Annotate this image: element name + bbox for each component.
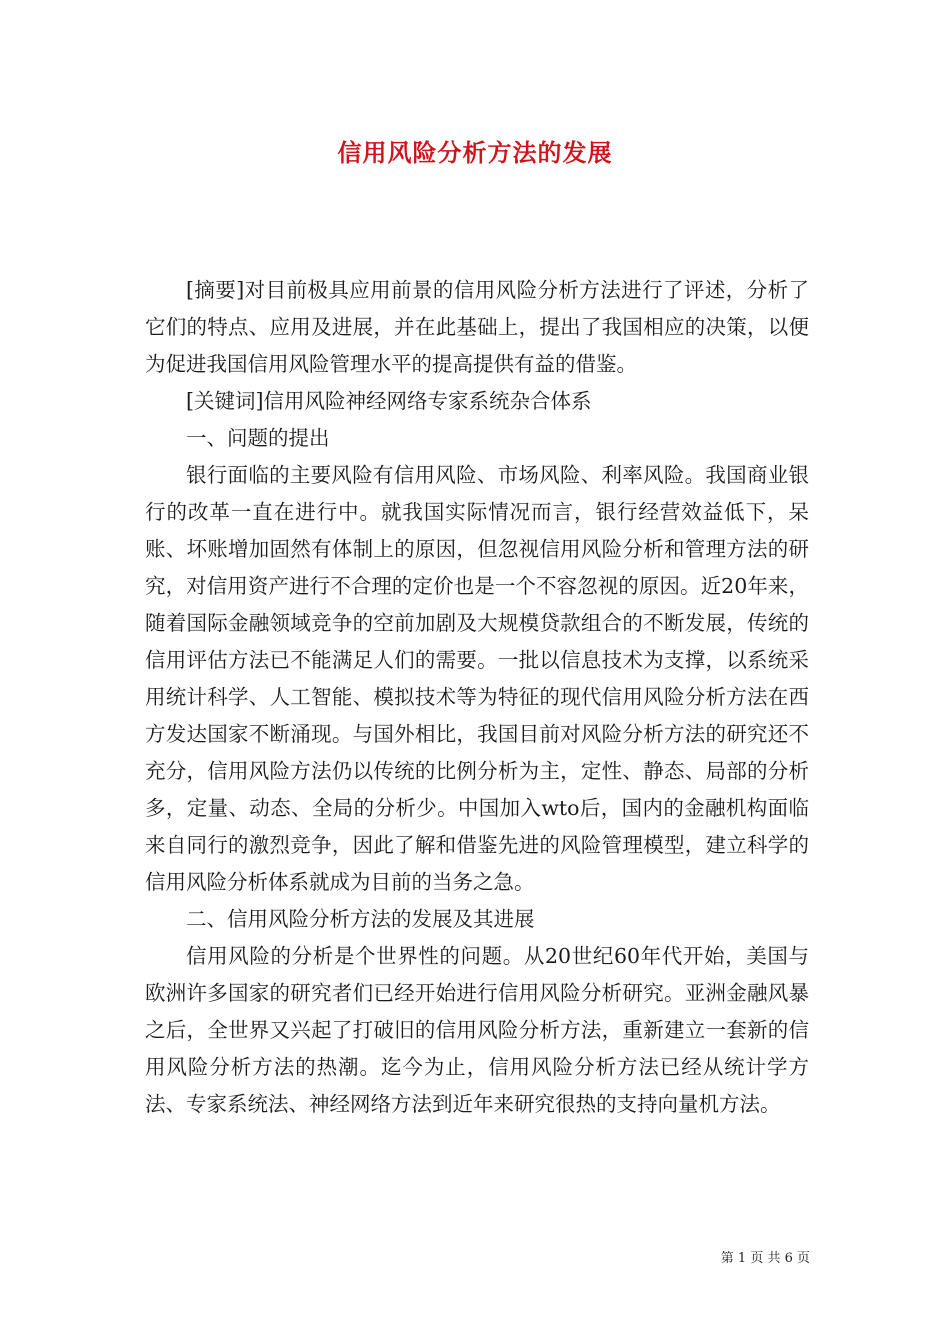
section-heading-2: 二、信用风险分析方法的发展及其进展 [186,907,535,931]
document-title: 信用风险分析方法的发展 [337,138,613,167]
body-paragraph: 银行面临的主要风险有信用风险、市场风险、利率风险。我国商业银行的改革一直在进行中。就我国实际情况而言，银行经营效益低下，呆账、坏账增加固然有体制上的原因，但忽视信用风险分析和管理方法的研究，对信用资产进行不合理的定价也是一个不容忽视的原因。近20年来，随着国际金融领域竞争的空前加剧及大规模贷款组合的不断发展，传统的信用评估方法已不能满足人们的需要。一批以信息技术为支撑，以系统采用统计科学、人工智能、模拟技术等为特征的现代信用风险分析方法在西方发达国家不断涌现。与国外相比，我国目前对风险分析方法的研究还不充分，信用风险方法仍以传统的比例分析为主，定性、静态、局部的分析多，定量、动态、全局的分析少。中国加入wto后，国内的金融机构面临来自同行的激烈竞争，因此了解和借鉴先进的风险管理模型，建立科学的信用风险分析体系就成为目前的当务之急。 [145,463,809,894]
document-body [145,272,809,1123]
keywords-paragraph: [关键词]信用风险神经网络专家系统杂合体系 [186,389,592,413]
page-number-footer: 第 1 页 共 6 页 [720,1251,810,1266]
body-paragraph: 信用风险的分析是个世界性的问题。从20世纪60年代开始，美国与欧洲许多国家的研究者们已经开始进行信用风险分析研究。亚洲金融风暴之后，全世界又兴起了打破旧的信用风险分析方法，重新建立一套新的信用风险分析方法的热潮。迄今为止，信用风险分析方法已经从统计学方法、专家系统法、神经网络方法到近年来研究很热的支持向量机方法。 [145,944,809,1116]
section-heading-1: 一、问题的提出 [186,426,330,450]
abstract-paragraph: [摘要]对目前极具应用前景的信用风险分析方法进行了评述，分析了它们的特点、应用及进展，并在此基础上，提出了我国相应的决策，以便为促进我国信用风险管理水平的提高提供有益的借鉴。 [145,278,809,376]
